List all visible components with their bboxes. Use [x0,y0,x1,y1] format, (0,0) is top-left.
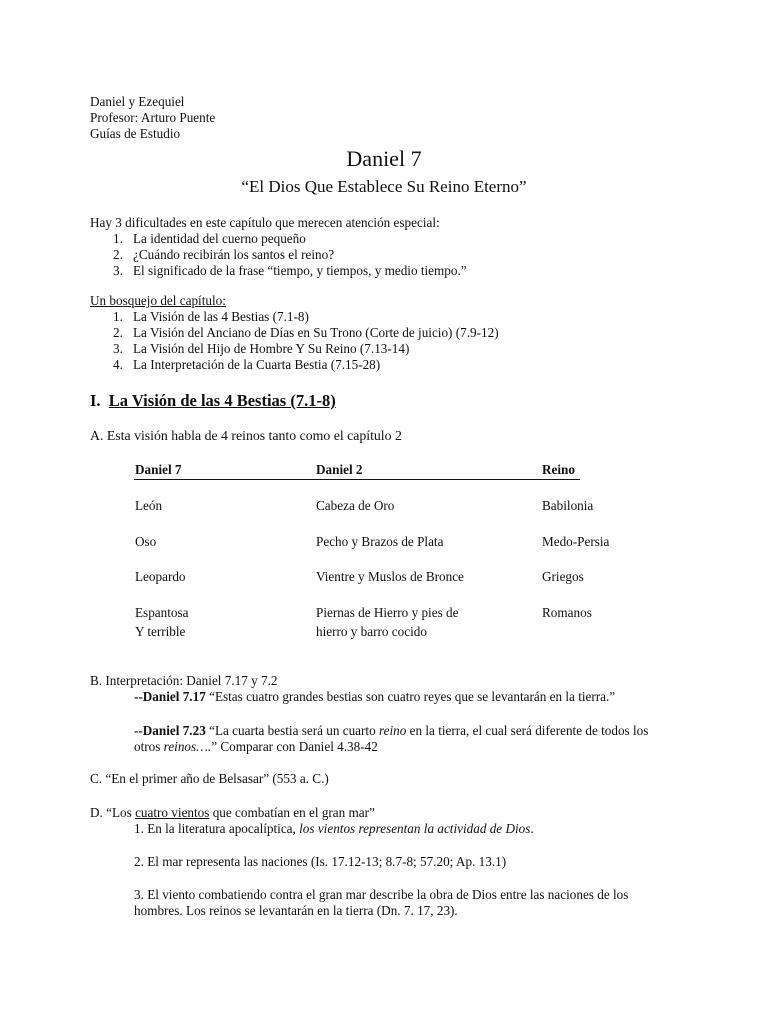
quote-ref: --Daniel 7.17 [134,689,206,704]
quote-daniel-7-23 [134,723,648,739]
quote-italic: reino [378,723,407,738]
professor-name: Profesor: Arturo Puente [90,110,216,125]
table-cell: Medo-Persia [542,534,610,549]
table-cell: Romanos [542,605,592,620]
quote-italic: reinos…. [163,739,212,754]
difficulties-intro: Hay 3 dificultades en este capítulo que merecen atención especial: [90,215,440,230]
quote-ref: --Daniel 7.23 [134,723,206,738]
table-cell: Y terrible [135,624,186,639]
list-item [113,357,380,373]
list-text: La identidad del cuerno pequeño [133,231,306,246]
list-text: ¿Cuándo recibirán los santos el reino? [133,247,335,262]
section-heading [90,391,336,411]
table-cell: Leopardo [135,569,186,584]
table-cell: León [135,498,163,513]
table-cell: Espantosa [135,605,189,620]
list-item [113,309,309,325]
point-d-3-cont: hombres. Los reinos se levantarán en la tierra (Dn. 7. 17, 23). [134,903,458,918]
quote-text: ” Comparar con Daniel 4.38-42 [211,739,378,754]
list-number: 2. [113,247,123,262]
table-header-rule [134,479,580,480]
para-text: . [530,821,534,836]
list-item [113,231,306,247]
section-numeral: I. [90,391,101,410]
quote-text: “La cuarta bestia será un cuarto [205,723,379,738]
para-text: 1. En la literatura apocalíptica, [134,821,300,836]
list-item [113,341,409,357]
table-header-reino: Reino [542,462,575,477]
table-cell: Babilonia [542,498,594,513]
quote-daniel-7-23-cont [134,739,378,755]
list-item [113,247,334,263]
table-header-daniel2: Daniel 2 [316,462,363,477]
table-header-daniel7: Daniel 7 [135,462,182,477]
table-cell: Pecho y Brazos de Plata [316,534,444,549]
list-number: 1. [113,309,123,324]
guide-label: Guías de Estudio [90,126,181,141]
list-number: 1. [113,231,123,246]
table-cell: Piernas de Hierro y pies de [316,605,459,620]
list-text: La Interpretación de la Cuarta Bestia (7.15-28) [133,357,381,372]
quote-text: en la tierra, el cual será diferente de todos los [406,723,649,738]
table-cell: hierro y barro cocido [316,624,427,639]
point-d-text: que combatían en el gran mar” [209,805,375,820]
list-item [113,325,499,341]
point-d [90,805,375,821]
point-c: C. “En el primer año de Belsasar” (553 a. C.) [90,771,329,786]
list-text: La Visión del Anciano de Días en Su Trono (Corte de juicio) (7.9-12) [133,325,499,340]
list-text: El significado de la frase “tiempo, y tiempos, y medio tiempo.” [133,263,467,278]
list-number: 3. [113,263,123,278]
list-number: 4. [113,357,123,372]
point-d-2: 2. El mar representa las naciones (Is. 17.12-13; 8.7-8; 57.20; Ap. 13.1) [134,854,507,869]
quote-text: otros [134,739,164,754]
table-cell: Vientre y Muslos de Bronce [316,569,464,584]
table-cell: Griegos [542,569,584,584]
list-text: La Visión del Hijo de Hombre Y Su Reino (7.13-14) [133,341,410,356]
point-d-3: 3. El viento combatiendo contra el gran mar describe la obra de Dios entre las naciones de los [134,887,629,902]
list-number: 3. [113,341,123,356]
point-d-1 [134,821,534,837]
course-name: Daniel y Ezequiel [90,94,185,109]
para-italic: los vientos representan la actividad de Dios [299,821,531,836]
list-item [113,263,467,279]
point-d-underlined: cuatro vientos [135,805,210,820]
point-a: A. Esta visión habla de 4 reinos tanto como el capítulo 2 [90,428,402,443]
table-cell: Oso [135,534,157,549]
quote-text: “Estas cuatro grandes bestias son cuatro reyes que se levantarán en la tierra.” [205,689,616,704]
quote-daniel-7-17 [134,689,615,705]
section-title: La Visión de las 4 Bestias (7.1-8) [108,391,336,410]
point-b: B. Interpretación: Daniel 7.17 y 7.2 [90,673,278,688]
point-d-text: D. “Los [90,805,136,820]
outline-heading: Un bosquejo del capítulo: [90,293,226,308]
page-title: Daniel 7 [346,146,422,171]
page-subtitle: “El Dios Que Establece Su Reino Eterno” [241,177,527,196]
list-text: La Visión de las 4 Bestias (7.1-8) [133,309,309,324]
list-number: 2. [113,325,123,340]
table-cell: Cabeza de Oro [316,498,395,513]
